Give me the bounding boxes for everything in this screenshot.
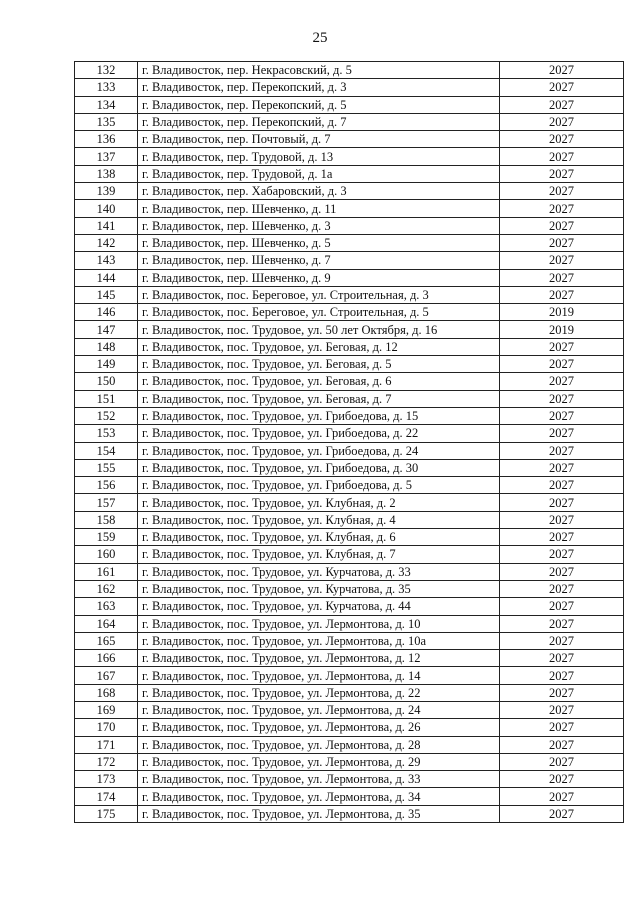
year-cell: 2027 — [500, 79, 624, 96]
row-number-cell: 142 — [75, 234, 138, 251]
year-cell: 2027 — [500, 477, 624, 494]
row-number-cell: 155 — [75, 459, 138, 476]
address-cell: г. Владивосток, пос. Трудовое, ул. Лермонтова, д. 33 — [138, 771, 500, 788]
year-cell: 2027 — [500, 632, 624, 649]
address-cell: г. Владивосток, пос. Береговое, ул. Строительная, д. 3 — [138, 286, 500, 303]
year-cell: 2027 — [500, 771, 624, 788]
table-row — [75, 477, 624, 494]
address-cell: г. Владивосток, пос. Трудовое, ул. Курчатова, д. 33 — [138, 563, 500, 580]
address-cell: г. Владивосток, пос. Береговое, ул. Строительная, д. 5 — [138, 304, 500, 321]
year-cell: 2027 — [500, 62, 624, 79]
address-cell: г. Владивосток, пос. Трудовое, ул. Грибоедова, д. 5 — [138, 477, 500, 494]
address-cell: г. Владивосток, пос. Трудовое, ул. Лермонтова, д. 29 — [138, 753, 500, 770]
address-cell: г. Владивосток, пос. Трудовое, ул. Клубная, д. 6 — [138, 529, 500, 546]
row-number-cell: 165 — [75, 632, 138, 649]
year-cell: 2027 — [500, 494, 624, 511]
year-cell: 2027 — [500, 580, 624, 597]
row-number-cell: 158 — [75, 511, 138, 528]
year-cell: 2027 — [500, 373, 624, 390]
year-cell: 2027 — [500, 252, 624, 269]
row-number-cell: 152 — [75, 407, 138, 424]
row-number-cell: 138 — [75, 165, 138, 182]
year-cell: 2027 — [500, 529, 624, 546]
address-cell: г. Владивосток, пер. Перекопский, д. 3 — [138, 79, 500, 96]
table-row — [75, 425, 624, 442]
year-cell: 2027 — [500, 390, 624, 407]
year-cell: 2027 — [500, 269, 624, 286]
table-row — [75, 390, 624, 407]
year-cell: 2027 — [500, 546, 624, 563]
row-number-cell: 132 — [75, 62, 138, 79]
row-number-cell: 145 — [75, 286, 138, 303]
row-number-cell: 159 — [75, 529, 138, 546]
row-number-cell: 135 — [75, 113, 138, 130]
address-cell: г. Владивосток, пос. Трудовое, ул. 50 лет Октября, д. 16 — [138, 321, 500, 338]
year-cell: 2027 — [500, 805, 624, 822]
address-cell: г. Владивосток, пос. Трудовое, ул. Лермонтова, д. 26 — [138, 719, 500, 736]
address-cell: г. Владивосток, пос. Трудовое, ул. Беговая, д. 7 — [138, 390, 500, 407]
address-cell: г. Владивосток, пер. Шевченко, д. 7 — [138, 252, 500, 269]
row-number-cell: 169 — [75, 701, 138, 718]
address-table-body — [75, 62, 624, 823]
row-number-cell: 172 — [75, 753, 138, 770]
address-cell: г. Владивосток, пос. Трудовое, ул. Беговая, д. 5 — [138, 356, 500, 373]
page-number: 25 — [312, 30, 328, 46]
address-cell: г. Владивосток, пос. Трудовое, ул. Лермонтова, д. 24 — [138, 701, 500, 718]
table-row — [75, 650, 624, 667]
table-row — [75, 356, 624, 373]
table-row — [75, 407, 624, 424]
year-cell: 2027 — [500, 650, 624, 667]
row-number-cell: 134 — [75, 96, 138, 113]
address-cell: г. Владивосток, пер. Трудовой, д. 1а — [138, 165, 500, 182]
year-cell: 2027 — [500, 667, 624, 684]
address-cell: г. Владивосток, пер. Шевченко, д. 3 — [138, 217, 500, 234]
year-cell: 2019 — [500, 321, 624, 338]
year-cell: 2027 — [500, 286, 624, 303]
row-number-cell: 140 — [75, 200, 138, 217]
address-cell: г. Владивосток, пос. Трудовое, ул. Грибоедова, д. 15 — [138, 407, 500, 424]
row-number-cell: 163 — [75, 598, 138, 615]
table-row — [75, 684, 624, 701]
table-row — [75, 753, 624, 770]
year-cell: 2027 — [500, 183, 624, 200]
row-number-cell: 149 — [75, 356, 138, 373]
address-cell: г. Владивосток, пос. Трудовое, ул. Лермонтова, д. 28 — [138, 736, 500, 753]
table-row — [75, 459, 624, 476]
year-cell: 2027 — [500, 113, 624, 130]
table-row — [75, 771, 624, 788]
table-row — [75, 546, 624, 563]
address-cell: г. Владивосток, пос. Трудовое, ул. Курчатова, д. 35 — [138, 580, 500, 597]
table-row — [75, 632, 624, 649]
year-cell: 2027 — [500, 598, 624, 615]
table-row — [75, 217, 624, 234]
year-cell: 2027 — [500, 459, 624, 476]
table-row — [75, 598, 624, 615]
table-row — [75, 494, 624, 511]
year-cell: 2027 — [500, 511, 624, 528]
row-number-cell: 153 — [75, 425, 138, 442]
row-number-cell: 143 — [75, 252, 138, 269]
table-row — [75, 563, 624, 580]
table-row — [75, 304, 624, 321]
year-cell: 2027 — [500, 425, 624, 442]
row-number-cell: 161 — [75, 563, 138, 580]
address-cell: г. Владивосток, пер. Трудовой, д. 13 — [138, 148, 500, 165]
table-row — [75, 338, 624, 355]
year-cell: 2027 — [500, 356, 624, 373]
table-row — [75, 321, 624, 338]
address-cell: г. Владивосток, пос. Трудовое, ул. Клубная, д. 4 — [138, 511, 500, 528]
address-cell: г. Владивосток, пер. Шевченко, д. 9 — [138, 269, 500, 286]
table-row — [75, 286, 624, 303]
row-number-cell: 164 — [75, 615, 138, 632]
row-number-cell: 171 — [75, 736, 138, 753]
table-row — [75, 805, 624, 822]
address-cell: г. Владивосток, пос. Трудовое, ул. Лермонтова, д. 35 — [138, 805, 500, 822]
year-cell: 2027 — [500, 200, 624, 217]
address-cell: г. Владивосток, пер. Перекопский, д. 7 — [138, 113, 500, 130]
table-row — [75, 269, 624, 286]
row-number-cell: 156 — [75, 477, 138, 494]
table-row — [75, 667, 624, 684]
row-number-cell: 146 — [75, 304, 138, 321]
row-number-cell: 139 — [75, 183, 138, 200]
year-cell: 2027 — [500, 563, 624, 580]
table-row — [75, 373, 624, 390]
table-row — [75, 165, 624, 182]
row-number-cell: 174 — [75, 788, 138, 805]
address-cell: г. Владивосток, пос. Трудовое, ул. Лермонтова, д. 12 — [138, 650, 500, 667]
row-number-cell: 154 — [75, 442, 138, 459]
row-number-cell: 168 — [75, 684, 138, 701]
year-cell: 2027 — [500, 719, 624, 736]
row-number-cell: 141 — [75, 217, 138, 234]
table-row — [75, 96, 624, 113]
year-cell: 2027 — [500, 442, 624, 459]
row-number-cell: 157 — [75, 494, 138, 511]
year-cell: 2027 — [500, 615, 624, 632]
year-cell: 2027 — [500, 736, 624, 753]
address-cell: г. Владивосток, пос. Трудовое, ул. Беговая, д. 6 — [138, 373, 500, 390]
row-number-cell: 133 — [75, 79, 138, 96]
year-cell: 2027 — [500, 684, 624, 701]
address-cell: г. Владивосток, пос. Трудовое, ул. Беговая, д. 12 — [138, 338, 500, 355]
row-number-cell: 151 — [75, 390, 138, 407]
table-row — [75, 529, 624, 546]
table-row — [75, 79, 624, 96]
table-row — [75, 234, 624, 251]
table-row — [75, 719, 624, 736]
year-cell: 2027 — [500, 788, 624, 805]
year-cell: 2019 — [500, 304, 624, 321]
year-cell: 2027 — [500, 96, 624, 113]
row-number-cell: 150 — [75, 373, 138, 390]
row-number-cell: 173 — [75, 771, 138, 788]
address-cell: г. Владивосток, пос. Трудовое, ул. Лермонтова, д. 14 — [138, 667, 500, 684]
table-row — [75, 511, 624, 528]
table-row — [75, 788, 624, 805]
table-row — [75, 736, 624, 753]
address-cell: г. Владивосток, пос. Трудовое, ул. Грибоедова, д. 30 — [138, 459, 500, 476]
row-number-cell: 160 — [75, 546, 138, 563]
address-cell: г. Владивосток, пер. Почтовый, д. 7 — [138, 131, 500, 148]
table-row — [75, 701, 624, 718]
year-cell: 2027 — [500, 217, 624, 234]
table-row — [75, 615, 624, 632]
table-row — [75, 148, 624, 165]
address-table — [74, 61, 624, 823]
address-cell: г. Владивосток, пер. Шевченко, д. 5 — [138, 234, 500, 251]
year-cell: 2027 — [500, 701, 624, 718]
table-row — [75, 131, 624, 148]
row-number-cell: 167 — [75, 667, 138, 684]
address-cell: г. Владивосток, пос. Трудовое, ул. Клубная, д. 2 — [138, 494, 500, 511]
year-cell: 2027 — [500, 753, 624, 770]
row-number-cell: 166 — [75, 650, 138, 667]
address-cell: г. Владивосток, пос. Трудовое, ул. Клубная, д. 7 — [138, 546, 500, 563]
address-cell: г. Владивосток, пос. Трудовое, ул. Грибоедова, д. 22 — [138, 425, 500, 442]
row-number-cell: 147 — [75, 321, 138, 338]
row-number-cell: 148 — [75, 338, 138, 355]
row-number-cell: 137 — [75, 148, 138, 165]
year-cell: 2027 — [500, 234, 624, 251]
table-row — [75, 442, 624, 459]
row-number-cell: 170 — [75, 719, 138, 736]
year-cell: 2027 — [500, 131, 624, 148]
table-row — [75, 580, 624, 597]
address-cell: г. Владивосток, пер. Шевченко, д. 11 — [138, 200, 500, 217]
address-cell: г. Владивосток, пос. Трудовое, ул. Лермонтова, д. 10 — [138, 615, 500, 632]
address-cell: г. Владивосток, пер. Хабаровский, д. 3 — [138, 183, 500, 200]
table-row — [75, 62, 624, 79]
address-cell: г. Владивосток, пос. Трудовое, ул. Грибоедова, д. 24 — [138, 442, 500, 459]
address-cell: г. Владивосток, пер. Некрасовский, д. 5 — [138, 62, 500, 79]
table-row — [75, 200, 624, 217]
table-row — [75, 252, 624, 269]
row-number-cell: 175 — [75, 805, 138, 822]
address-cell: г. Владивосток, пос. Трудовое, ул. Лермонтова, д. 10а — [138, 632, 500, 649]
table-row — [75, 183, 624, 200]
address-cell: г. Владивосток, пос. Трудовое, ул. Лермонтова, д. 22 — [138, 684, 500, 701]
row-number-cell: 136 — [75, 131, 138, 148]
row-number-cell: 144 — [75, 269, 138, 286]
year-cell: 2027 — [500, 148, 624, 165]
year-cell: 2027 — [500, 165, 624, 182]
address-cell: г. Владивосток, пер. Перекопский, д. 5 — [138, 96, 500, 113]
row-number-cell: 162 — [75, 580, 138, 597]
year-cell: 2027 — [500, 407, 624, 424]
table-row — [75, 113, 624, 130]
address-cell: г. Владивосток, пос. Трудовое, ул. Курчатова, д. 44 — [138, 598, 500, 615]
address-cell: г. Владивосток, пос. Трудовое, ул. Лермонтова, д. 34 — [138, 788, 500, 805]
year-cell: 2027 — [500, 338, 624, 355]
